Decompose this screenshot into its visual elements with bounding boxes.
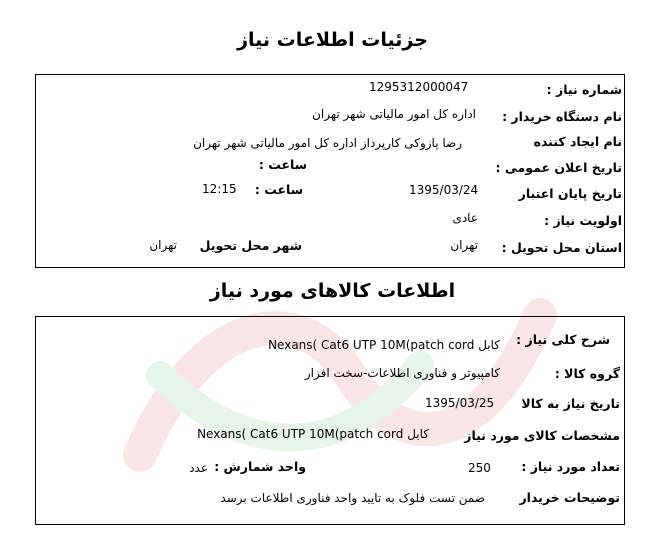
priority-label: اولویت نیاز : [544,213,622,228]
goods-group-value: کامپیوتر و فناوری اطلاعات-سخت افزار [304,366,500,380]
city-value: تهران [149,238,177,252]
creator-label: نام ایجاد کننده [533,134,622,149]
province-value: تهران [450,238,478,252]
need-summary-value: کابل Nexans( Cat6 UTP 10M(patch cord [268,338,500,352]
unit-label: واحد شمارش : [214,459,306,474]
quantity-value: 250 [468,461,491,475]
quantity-label: تعداد مورد نیاز : [521,459,620,474]
announce-date-label: تاریخ اعلان عمومی : [495,160,622,175]
priority-value: عادی [452,211,478,225]
buyer-notes-value: ضمن تست فلوک به تایید واحد فناوری اطلاعات برسد [220,491,485,505]
need-summary-label: شرح کلی نیاز : [516,332,610,347]
deadline-time-label: ساعت : [254,182,303,197]
province-label: استان محل تحویل : [501,240,622,255]
need-date-label: تاریخ نیاز به کالا [521,396,620,411]
specs-label: مشخصات کالای مورد نیاز [464,428,620,443]
goods-section-title: اطلاعات کالاهای مورد نیاز [209,280,456,302]
need-number-label: شماره نیاز : [546,82,622,97]
page-title: جزئیات اطلاعات نیاز [237,29,428,51]
creator-value: رضا پازوکی کارپرداز اداره کل امور مالیاتی شهر تهران [193,136,462,150]
deadline-label: تاریخ پایان اعتبار [518,186,622,201]
need-date-value: 1395/03/25 [425,396,495,410]
buyer-org-label: نام دستگاه خریدار : [502,109,622,124]
deadline-time-value: 12:15 [202,182,237,196]
deadline-date-value: 1395/03/24 [409,183,479,197]
city-label: شهر محل تحویل [199,238,302,253]
unit-value: عدد [189,461,208,475]
goods-group-label: گروه کالا : [554,366,620,381]
buyer-org-value: اداره کل امور مالیاتی شهر تهران [312,107,476,121]
need-number-value: 1295312000047 [369,80,469,94]
buyer-notes-label: توضیحات خریدار [519,490,620,505]
announce-time-label: ساعت : [258,157,307,172]
specs-value: کابل Nexans( Cat6 UTP 10M(patch cord [197,427,429,441]
